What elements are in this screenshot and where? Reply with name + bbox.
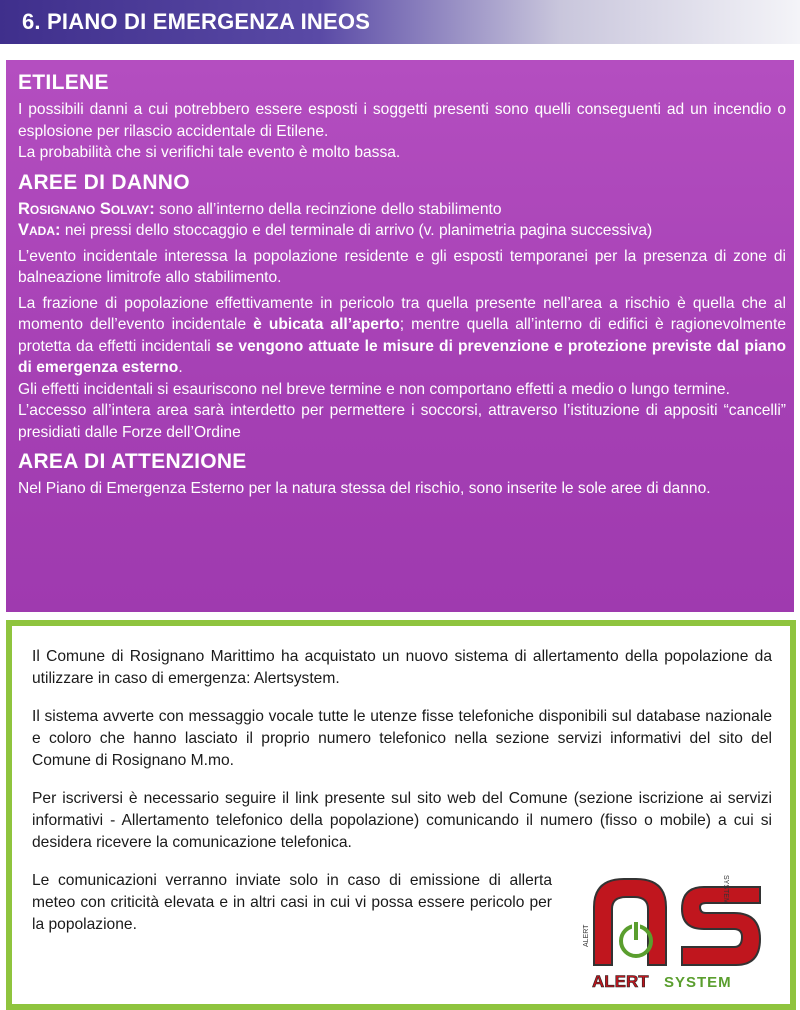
ethylene-panel bbox=[6, 60, 794, 612]
attention-heading: AREA DI ATTENZIONE bbox=[18, 450, 247, 473]
damage-heading: AREE DI DANNO bbox=[18, 170, 190, 194]
alert-paragraph-1: Il Comune di Rosignano Marittimo ha acquistato un nuovo sistema di allertamento della popolazione da utilizzare in caso di emergenza: Alertsystem. bbox=[32, 648, 772, 687]
damage-p2-bold-1: è ubicata all’aperto bbox=[253, 316, 400, 333]
alert-system-logo bbox=[574, 857, 784, 999]
ethylene-probability: La probabilità che si verifichi tale evento è molto bassa. bbox=[18, 144, 401, 161]
ethylene-heading: ETILENE bbox=[18, 71, 109, 94]
rosignano-line bbox=[18, 199, 786, 221]
attention-text: Nel Piano di Emergenza Esterno per la natura stessa del rischio, sono inserite le sole aree di danno. bbox=[18, 480, 711, 497]
damage-paragraph-3: Gli effetti incidentali si esauriscono nel breve termine e non comportano effetti a medio o lungo termine. bbox=[18, 380, 730, 398]
damage-paragraph-4: L’accesso all’intera area sarà interdetto per permettere i soccorsi, attraverso l’istituzione di appositi “cancelli” presidiati dalle Forze dell’Ordine bbox=[18, 402, 786, 441]
ethylene-text: I possibili danni a cui potrebbero essere esposti i soggetti presenti sono quelli conseguenti ad un incendio o esplosione per rilascio accidentale di Etilene. bbox=[18, 101, 786, 140]
damage-p2-e: . bbox=[178, 359, 183, 376]
section-title: 6. PIANO DI EMERGENZA INEOS bbox=[22, 9, 371, 34]
logo-top-text: SYSTEM bbox=[722, 875, 729, 904]
damage-paragraph-1: L’evento incidentale interessa la popolazione residente e gli esposti temporanei per la presenza di zone di balneazione limitrofe allo stabilimento. bbox=[18, 247, 786, 286]
alert-paragraph-4: Le comunicazioni verranno inviate solo in caso di emissione di allerta meteo con criticità elevata e in altri casi in cui vi possa essere pericolo per la popolazione. bbox=[32, 872, 552, 933]
alert-paragraph-2: Il sistema avverte con messaggio vocale tutte le utenze fisse telefoniche disponibili sul database nazionale e coloro che hanno lasciato il proprio numero telefonico nella sezione servizi informativi del sito del Comune di Rosignano M.mo. bbox=[32, 708, 772, 769]
rosignano-label: Rosignano Solvay: bbox=[18, 199, 155, 218]
alert-system-logo-icon bbox=[574, 857, 784, 999]
vada-line bbox=[18, 220, 786, 242]
logo-alert-word: ALERT bbox=[592, 972, 649, 991]
vada-label: Vada: bbox=[18, 221, 61, 239]
damage-paragraph-2 bbox=[18, 293, 786, 379]
logo-side-text: ALERT bbox=[583, 924, 590, 947]
alert-paragraph-3: Per iscriversi è necessario seguire il link presente sul sito web del Comune (sezione iscrizione ai servizi informativi - Allertamento telefonico della popolazione) comunicando il numero (fisso o mobile) a cui si desidera ricevere la comunicazione telefonica. bbox=[32, 790, 772, 851]
section-header bbox=[0, 0, 800, 44]
logo-system-word: SYSTEM bbox=[664, 974, 732, 991]
vada-text: nei pressi dello stoccaggio e del terminale di arrivo (v. planimetria pagina successiva) bbox=[60, 222, 653, 239]
damage-p2-bold-2: se vengono attuate le misure di prevenzione e protezione previste dal piano di emergenza esterno bbox=[18, 337, 786, 376]
damage-p2-a: La frazione di popolazione effettivamente in pericolo tra quella presente nell’area a rischio è quella che al momento dell’evento incidentale bbox=[18, 294, 786, 333]
damage-p2-c: ; mentre quella all’interno di edifici è ragionevolmente protetta da effetti incidentali bbox=[18, 316, 786, 355]
rosignano-text: sono all’interno della recinzione dello stabilimento bbox=[154, 200, 502, 218]
